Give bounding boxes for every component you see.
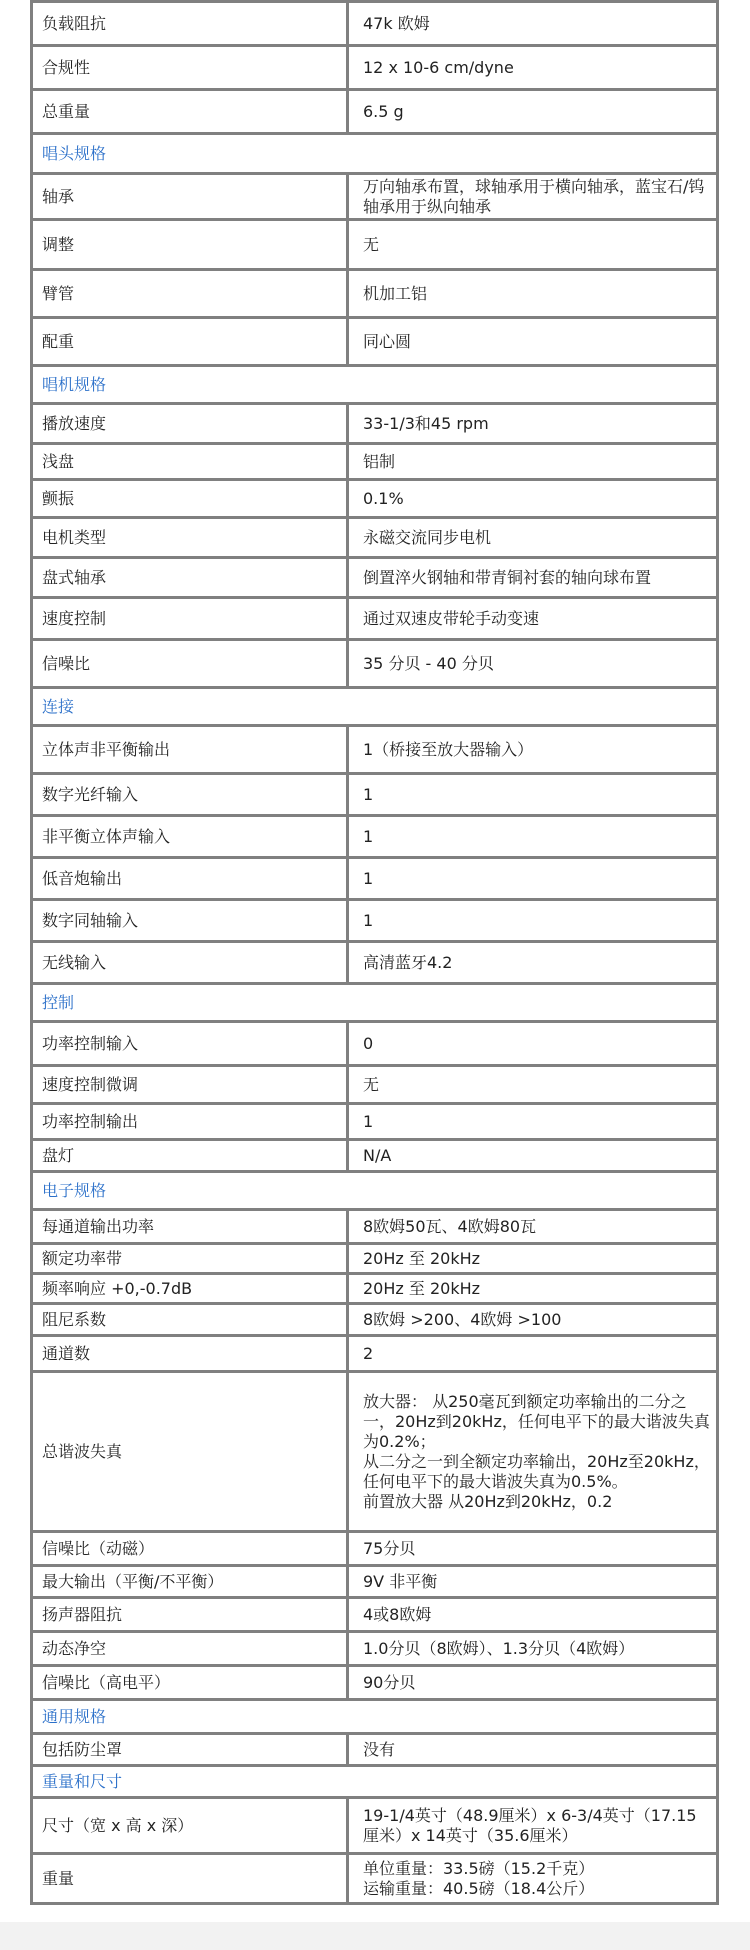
section-header-row — [32, 134, 718, 174]
spec-label: 盘式轴承 — [32, 558, 348, 598]
spec-value: 1 — [348, 774, 718, 816]
spec-label: 电机类型 — [32, 518, 348, 558]
spec-value: 0.1% — [348, 480, 718, 518]
spec-label: 功率控制输入 — [32, 1022, 348, 1066]
spec-value: 高清蓝牙4.2 — [348, 942, 718, 984]
spec-row — [32, 404, 718, 444]
spec-row — [32, 318, 718, 366]
spec-row — [32, 1734, 718, 1766]
spec-label: 合规性 — [32, 46, 348, 90]
spec-value: 1.0分贝（8欧姆）、1.3分贝（4欧姆） — [348, 1632, 718, 1666]
page-footer-background — [0, 1922, 750, 1950]
spec-value: 90分贝 — [348, 1666, 718, 1700]
spec-value: 通过双速皮带轮手动变速 — [348, 598, 718, 640]
spec-label: 扬声器阻抗 — [32, 1598, 348, 1632]
spec-label: 额定功率带 — [32, 1244, 348, 1274]
section-title: 通用规格 — [32, 1700, 718, 1734]
section-title: 电子规格 — [32, 1172, 718, 1210]
spec-row — [32, 1532, 718, 1566]
spec-row — [32, 270, 718, 318]
spec-row — [32, 1304, 718, 1336]
spec-value: 机加工铝 — [348, 270, 718, 318]
spec-row — [32, 900, 718, 942]
spec-label: 包括防尘罩 — [32, 1734, 348, 1766]
spec-label: 频率响应 +0,-0.7dB — [32, 1274, 348, 1304]
spec-value: 单位重量：33.5磅（15.2千克） 运输重量：40.5磅（18.4公斤） — [348, 1854, 718, 1904]
spec-label: 阻尼系数 — [32, 1304, 348, 1336]
spec-value: 铝制 — [348, 444, 718, 480]
spec-value: 33-1/3和45 rpm — [348, 404, 718, 444]
spec-label: 重量 — [32, 1854, 348, 1904]
spec-row — [32, 816, 718, 858]
spec-value: 47k 欧姆 — [348, 2, 718, 46]
spec-value: 1 — [348, 858, 718, 900]
spec-row — [32, 1854, 718, 1904]
spec-row — [32, 518, 718, 558]
spec-row — [32, 1372, 718, 1532]
spec-row — [32, 174, 718, 220]
spec-label: 尺寸（宽 x 高 x 深） — [32, 1798, 348, 1854]
spec-row — [32, 1244, 718, 1274]
spec-label: 最大输出（平衡/不平衡） — [32, 1566, 348, 1598]
section-header-row — [32, 1172, 718, 1210]
spec-row — [32, 1666, 718, 1700]
spec-value: 1 — [348, 1104, 718, 1140]
spec-label: 功率控制输出 — [32, 1104, 348, 1140]
spec-value: 6.5 g — [348, 90, 718, 134]
spec-label: 信噪比（高电平） — [32, 1666, 348, 1700]
spec-label: 通道数 — [32, 1336, 348, 1372]
spec-value: 1 — [348, 816, 718, 858]
section-header-row — [32, 1700, 718, 1734]
spec-value: 35 分贝 - 40 分贝 — [348, 640, 718, 688]
spec-value: 20Hz 至 20kHz — [348, 1244, 718, 1274]
spec-value: 4或8欧姆 — [348, 1598, 718, 1632]
spec-value: 12 x 10-6 cm/dyne — [348, 46, 718, 90]
spec-label: 速度控制 — [32, 598, 348, 640]
spec-label: 负载阻抗 — [32, 2, 348, 46]
spec-label: 信噪比 — [32, 640, 348, 688]
spec-value: 1（桥接至放大器输入） — [348, 726, 718, 774]
spec-label: 信噪比（动磁） — [32, 1532, 348, 1566]
spec-value: 同心圆 — [348, 318, 718, 366]
spec-label: 立体声非平衡输出 — [32, 726, 348, 774]
spec-value: 永磁交流同步电机 — [348, 518, 718, 558]
spec-value: N/A — [348, 1140, 718, 1172]
spec-table-body — [32, 2, 718, 1904]
spec-row — [32, 1274, 718, 1304]
spec-row — [32, 1798, 718, 1854]
spec-label: 总重量 — [32, 90, 348, 134]
spec-row — [32, 1632, 718, 1666]
spec-row — [32, 1140, 718, 1172]
spec-row — [32, 774, 718, 816]
spec-label: 动态净空 — [32, 1632, 348, 1666]
spec-value: 8欧姆 >200、4欧姆 >100 — [348, 1304, 718, 1336]
spec-label: 轴承 — [32, 174, 348, 220]
spec-row — [32, 2, 718, 46]
spec-label: 数字光纤输入 — [32, 774, 348, 816]
spec-value: 19-1/4英寸（48.9厘米）x 6-3/4英寸（17.15厘米）x 14英寸（35.6厘米） — [348, 1798, 718, 1854]
spec-row — [32, 726, 718, 774]
spec-value: 8欧姆50瓦、4欧姆80瓦 — [348, 1210, 718, 1244]
spec-row — [32, 220, 718, 270]
spec-row — [32, 598, 718, 640]
spec-value: 1 — [348, 900, 718, 942]
spec-value: 无 — [348, 220, 718, 270]
spec-table — [30, 0, 719, 1905]
spec-value: 万向轴承布置，球轴承用于横向轴承，蓝宝石/钨轴承用于纵向轴承 — [348, 174, 718, 220]
spec-value: 75分贝 — [348, 1532, 718, 1566]
spec-row — [32, 444, 718, 480]
spec-value: 倒置淬火钢轴和带青铜衬套的轴向球布置 — [348, 558, 718, 598]
spec-value: 没有 — [348, 1734, 718, 1766]
section-title: 重量和尺寸 — [32, 1766, 718, 1798]
spec-label: 数字同轴输入 — [32, 900, 348, 942]
spec-label: 速度控制微调 — [32, 1066, 348, 1104]
spec-label: 低音炮输出 — [32, 858, 348, 900]
spec-value: 20Hz 至 20kHz — [348, 1274, 718, 1304]
spec-label: 非平衡立体声输入 — [32, 816, 348, 858]
spec-label: 臂管 — [32, 270, 348, 318]
section-title: 连接 — [32, 688, 718, 726]
spec-value: 放大器： 从250毫瓦到额定功率输出的二分之一，20Hz到20kHz，任何电平下的最大谐波失真为0.2%； 从二分之一到全额定功率输出，20Hz至20kHz，任何电平下的最大谐波失真为0.5%。 前置放大器 从20Hz到20kHz，0.2 — [348, 1372, 718, 1532]
spec-label: 每通道输出功率 — [32, 1210, 348, 1244]
spec-row — [32, 1336, 718, 1372]
spec-label: 总谐波失真 — [32, 1372, 348, 1532]
spec-row — [32, 1598, 718, 1632]
spec-value: 9V 非平衡 — [348, 1566, 718, 1598]
spec-row — [32, 858, 718, 900]
section-header-row — [32, 1766, 718, 1798]
spec-row — [32, 1104, 718, 1140]
spec-row — [32, 942, 718, 984]
spec-row — [32, 1066, 718, 1104]
spec-row — [32, 90, 718, 134]
spec-row — [32, 1210, 718, 1244]
spec-row — [32, 480, 718, 518]
spec-row — [32, 1022, 718, 1066]
spec-value: 无 — [348, 1066, 718, 1104]
spec-row — [32, 640, 718, 688]
spec-label: 盘灯 — [32, 1140, 348, 1172]
spec-label: 浅盘 — [32, 444, 348, 480]
spec-value: 2 — [348, 1336, 718, 1372]
spec-value: 0 — [348, 1022, 718, 1066]
spec-row — [32, 558, 718, 598]
section-header-row — [32, 984, 718, 1022]
spec-row — [32, 1566, 718, 1598]
spec-row — [32, 46, 718, 90]
spec-label: 颤振 — [32, 480, 348, 518]
spec-label: 无线输入 — [32, 942, 348, 984]
spec-label: 配重 — [32, 318, 348, 366]
section-title: 控制 — [32, 984, 718, 1022]
section-header-row — [32, 366, 718, 404]
spec-label: 播放速度 — [32, 404, 348, 444]
section-title: 唱头规格 — [32, 134, 718, 174]
section-title: 唱机规格 — [32, 366, 718, 404]
section-header-row — [32, 688, 718, 726]
spec-label: 调整 — [32, 220, 348, 270]
